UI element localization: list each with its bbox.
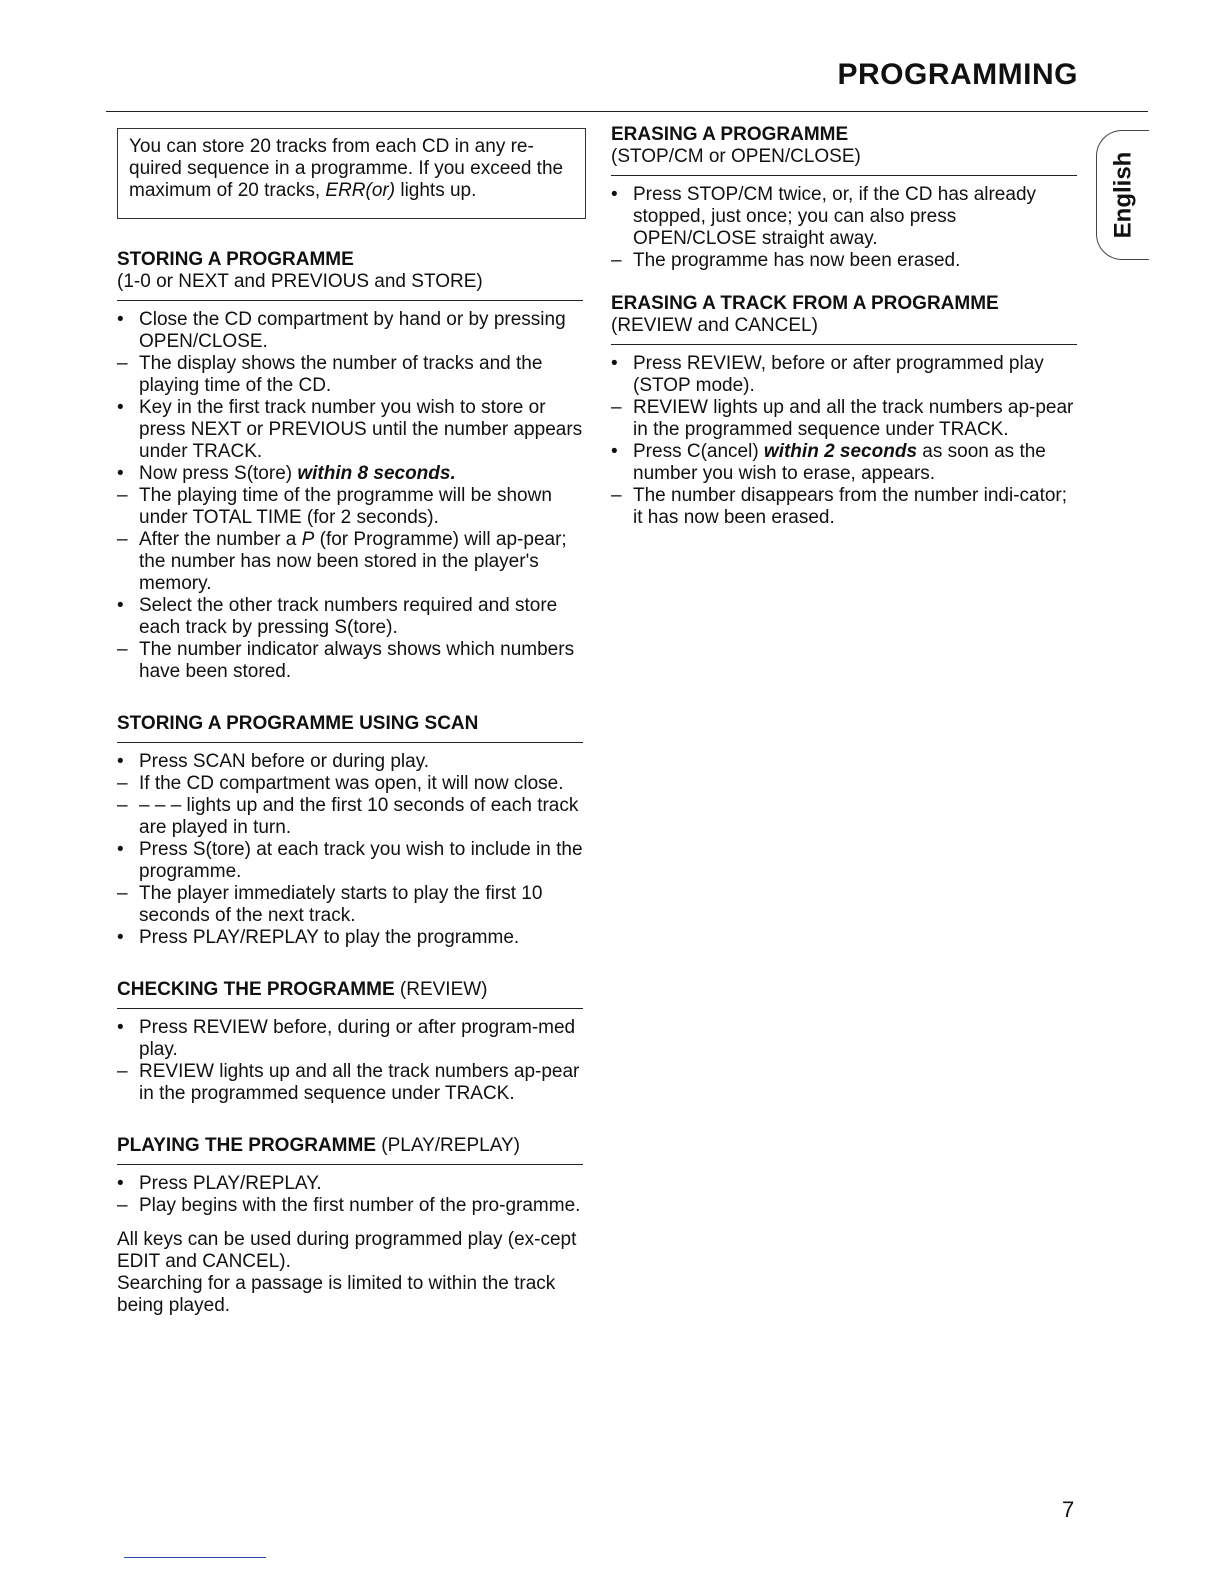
dash-icon: – xyxy=(117,639,128,660)
step-text: REVIEW lights up and all the track numbers ap-pear in the programmed sequence under TRACK. xyxy=(633,397,1074,440)
step-result xyxy=(117,353,587,397)
language-tab-label: English xyxy=(1109,151,1137,239)
section-title-text: ERASING A TRACK FROM A PROGRAMME xyxy=(611,293,999,314)
dash-icon: – xyxy=(117,795,128,816)
left-column xyxy=(117,128,587,1317)
step-action xyxy=(117,927,587,949)
dash-icon: – xyxy=(117,485,128,506)
dash-icon: – xyxy=(611,485,622,506)
step-result xyxy=(117,773,587,795)
section-title xyxy=(117,249,587,271)
dash-icon: – xyxy=(611,397,622,418)
bullet-icon: • xyxy=(117,463,124,484)
section xyxy=(611,124,1081,272)
step-action xyxy=(611,184,1081,250)
section-divider xyxy=(117,742,583,743)
dash-icon: – xyxy=(117,1195,128,1216)
step-emphasis: within 8 seconds. xyxy=(297,463,456,484)
step-action xyxy=(117,751,587,773)
step-result xyxy=(117,639,587,683)
bullet-icon: • xyxy=(117,927,124,948)
closing-paragraphs xyxy=(117,1229,587,1317)
step-result xyxy=(117,795,587,839)
section-title xyxy=(611,293,1081,315)
step-text: Press S(tore) at each track you wish to include in the programme. xyxy=(139,839,583,882)
step-text: The display shows the number of tracks and the playing time of the CD. xyxy=(139,353,543,396)
step-text: Press C(ancel) xyxy=(633,441,764,462)
left-sections xyxy=(117,249,587,1217)
step-text: Select the other track numbers required and store each track by pressing S(tore). xyxy=(139,595,558,638)
step-action xyxy=(611,353,1081,397)
step-text: Press REVIEW before, during or after program-med play. xyxy=(139,1017,576,1060)
step-text: Press PLAY/REPLAY. xyxy=(139,1173,322,1194)
step-text: After the number a xyxy=(139,529,302,550)
section-title xyxy=(611,124,1081,146)
step-text: Key in the first track number you wish to store or press NEXT or PREVIOUS until the number appears under TRACK. xyxy=(139,397,583,462)
step-emphasis: within 2 seconds xyxy=(763,441,918,462)
step-action xyxy=(611,441,1081,485)
intro-text-end: lights up. xyxy=(395,180,477,201)
dash-icon: – xyxy=(117,529,128,550)
step-result xyxy=(117,1195,587,1217)
section-subtitle: (1-0 or NEXT and PREVIOUS and STORE) xyxy=(117,271,483,292)
section xyxy=(611,293,1081,529)
step-text: Close the CD compartment by hand or by pressing OPEN/CLOSE. xyxy=(139,309,566,352)
step-list xyxy=(117,1173,587,1217)
closing-paragraph: All keys can be used during programmed play (ex-cept EDIT and CANCEL). xyxy=(117,1229,577,1272)
step-text-after: as soon as the number you wish to erase, appears. xyxy=(633,441,1046,484)
bullet-icon: • xyxy=(611,184,618,205)
step-text: REVIEW lights up and all the track numbers ap-pear in the programmed sequence under TRACK. xyxy=(139,1061,580,1104)
section-title-text: PLAYING THE PROGRAMME xyxy=(117,1135,376,1156)
page-title: PROGRAMMING xyxy=(837,58,1078,91)
step-list xyxy=(117,1017,587,1105)
step-text: Play begins with the first number of the pro-gramme. xyxy=(139,1195,581,1216)
step-result xyxy=(611,250,1081,272)
section-title xyxy=(117,1135,587,1157)
step-text: Press STOP/CM twice, or, if the CD has already stopped, just once; you can also press OPEN/CLOSE straight away. xyxy=(633,184,1037,249)
step-list xyxy=(117,751,587,949)
intro-error-code: ERR(or) xyxy=(325,180,396,201)
section-title-text: STORING A PROGRAMME xyxy=(117,249,354,270)
step-result xyxy=(117,883,587,927)
bullet-icon: • xyxy=(611,441,618,462)
step-text: The player immediately starts to play the first 10 seconds of the next track. xyxy=(139,883,543,926)
dash-icon: – xyxy=(117,1061,128,1082)
step-action xyxy=(117,1173,587,1195)
section-divider xyxy=(117,1008,583,1009)
right-sections xyxy=(611,124,1081,529)
title-divider xyxy=(106,111,1148,112)
bullet-icon: • xyxy=(611,353,618,374)
step-action xyxy=(117,309,587,353)
bullet-icon: • xyxy=(117,397,124,418)
step-action xyxy=(117,595,587,639)
section-divider xyxy=(611,175,1077,176)
step-text: The programme has now been erased. xyxy=(633,250,961,271)
step-text: Press REVIEW, before or after programmed play (STOP mode). xyxy=(633,353,1044,396)
bullet-icon: • xyxy=(117,839,124,860)
step-result xyxy=(117,485,587,529)
page-number: 7 xyxy=(1062,1497,1075,1522)
step-action xyxy=(117,1017,587,1061)
step-text: Now press S(tore) xyxy=(139,463,298,484)
step-text: – – – lights up and the first 10 seconds of each track are played in turn. xyxy=(139,795,579,838)
step-result xyxy=(117,529,587,595)
step-action xyxy=(117,839,587,883)
step-list xyxy=(117,309,587,683)
bullet-icon: • xyxy=(117,309,124,330)
section-subtitle: (REVIEW and CANCEL) xyxy=(611,315,818,336)
section-title-text: ERASING A PROGRAMME xyxy=(611,124,849,145)
step-list xyxy=(611,184,1081,272)
step-list xyxy=(611,353,1081,529)
step-text-after: (for Programme) will ap-pear; the number has now been stored in the player's memory. xyxy=(139,529,567,594)
step-result xyxy=(611,397,1081,441)
bullet-icon: • xyxy=(117,751,124,772)
dash-icon: – xyxy=(611,250,622,271)
section xyxy=(117,1135,587,1217)
section-title xyxy=(117,713,587,735)
section-title-suffix: (PLAY/REPLAY) xyxy=(376,1135,520,1156)
bottom-rule xyxy=(124,1557,266,1558)
section xyxy=(117,249,587,683)
step-result xyxy=(611,485,1081,529)
bullet-icon: • xyxy=(117,1173,124,1194)
dash-icon: – xyxy=(117,883,128,904)
step-text: If the CD compartment was open, it will now close. xyxy=(139,773,564,794)
section xyxy=(117,979,587,1105)
language-tab xyxy=(1096,130,1149,260)
dash-icon: – xyxy=(117,773,128,794)
section-divider xyxy=(117,1164,583,1165)
section-title-text: CHECKING THE PROGRAMME xyxy=(117,979,395,1000)
step-text: The playing time of the programme will be shown under TOTAL TIME (for 2 seconds). xyxy=(139,485,552,528)
step-action xyxy=(117,463,587,485)
closing-paragraph: Searching for a passage is limited to within the track being played. xyxy=(117,1273,556,1316)
step-result xyxy=(117,1061,587,1105)
intro-text: You can store 20 tracks from each CD in any re-quired sequence in a programme. If you exceed the maximum of 20 tracks, xyxy=(129,136,564,201)
step-text: The number indicator always shows which numbers have been stored. xyxy=(139,639,575,682)
intro-box xyxy=(117,128,586,219)
step-action xyxy=(117,397,587,463)
section xyxy=(117,713,587,949)
bullet-icon: • xyxy=(117,1017,124,1038)
section-title xyxy=(117,979,587,1001)
step-text: The number disappears from the number indi-cator; it has now been erased. xyxy=(633,485,1068,528)
section-divider xyxy=(117,300,583,301)
section-title-suffix: (REVIEW) xyxy=(394,979,488,1000)
step-text: Press PLAY/REPLAY to play the programme. xyxy=(139,927,520,948)
section-subtitle: (STOP/CM or OPEN/CLOSE) xyxy=(611,146,861,167)
right-column xyxy=(611,124,1081,529)
section-title-text: STORING A PROGRAMME USING SCAN xyxy=(117,713,479,734)
step-italic: P xyxy=(301,529,315,550)
bullet-icon: • xyxy=(117,595,124,616)
step-text: Press SCAN before or during play. xyxy=(139,751,430,772)
dash-icon: – xyxy=(117,353,128,374)
section-divider xyxy=(611,344,1077,345)
